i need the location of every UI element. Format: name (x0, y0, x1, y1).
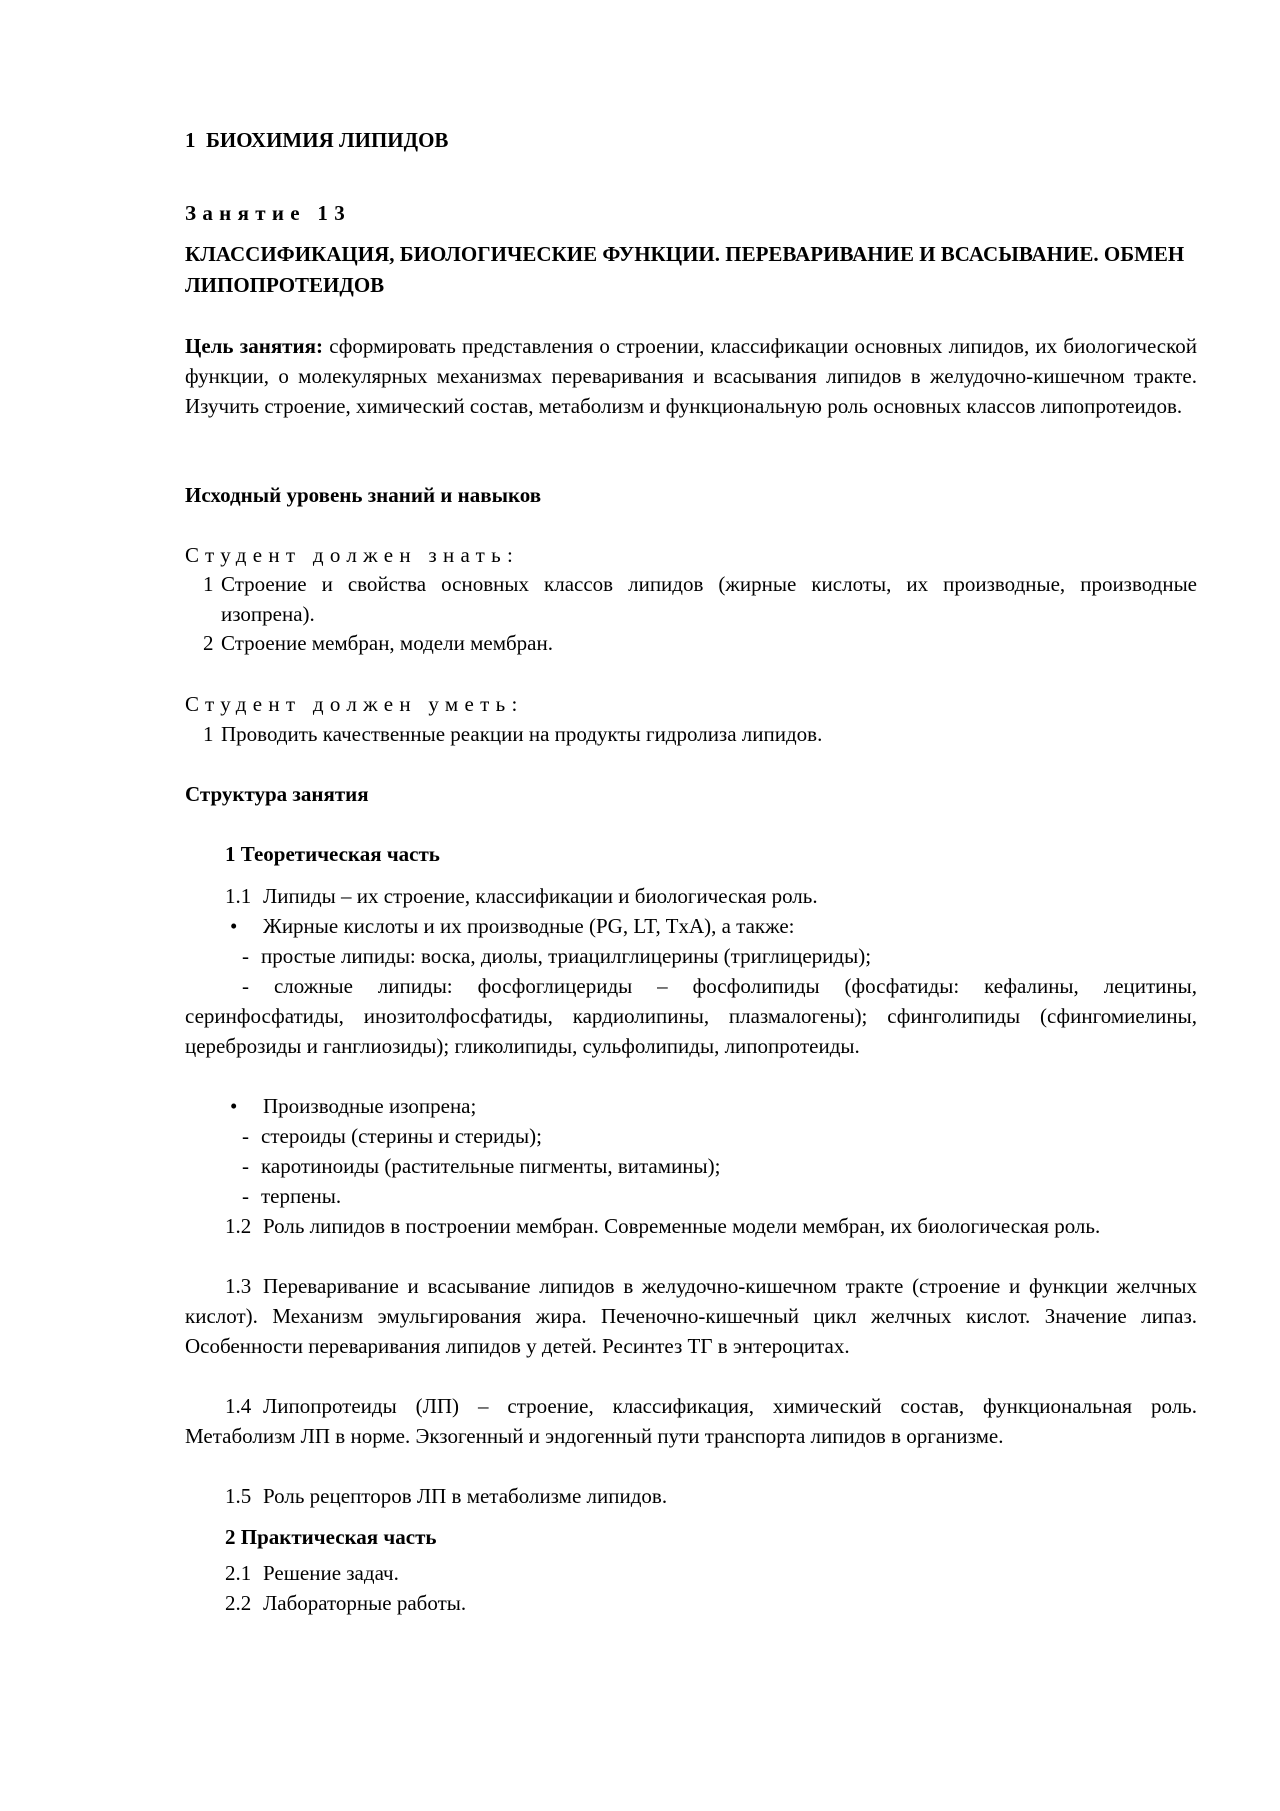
chapter-title: БИОХИМИЯ ЛИПИДОВ (206, 128, 449, 152)
dash-item (185, 941, 1197, 971)
theory-item (185, 881, 1197, 911)
item-text: Липиды – их строение, классификации и биологическая роль. (263, 884, 818, 908)
item-number: 2.2 (225, 1591, 252, 1615)
item-number: 1.4 (225, 1394, 252, 1418)
goal-text: сформировать представления о строении, классификации основных липидов, их биологической функции, о молекулярных механизмах переваривания и всасывания липидов в желудочно-кишечном тракте. Изучить строение, химический состав, метаболизм и функциональную роль основных классов липопротеидов. (185, 334, 1197, 418)
item-number: 2.1 (225, 1561, 252, 1585)
theory-item (185, 1271, 1197, 1361)
theory-item (185, 1211, 1197, 1241)
item-text: Жирные кислоты и их производные (PG, LT, TxA), а также: (263, 914, 795, 938)
know-item (185, 628, 1197, 658)
item-number: 1 (203, 572, 214, 596)
practice-heading: 2 Практическая часть (225, 1525, 437, 1549)
dash-item (185, 1151, 1197, 1181)
dash-marker: - (242, 1124, 249, 1148)
dash-marker: - (242, 1154, 249, 1178)
lesson-title: КЛАССИФИКАЦИЯ, БИОЛОГИЧЕСКИЕ ФУНКЦИИ. ПЕРЕВАРИВАНИЕ И ВСАСЫВАНИЕ. ОБМЕН ЛИПОПРОТЕИДОВ (185, 242, 1185, 297)
dash-marker: - (242, 1184, 249, 1208)
item-text: каротиноиды (растительные пигменты, витамины); (261, 1154, 721, 1178)
lesson-number: Занятие 13 (185, 201, 352, 225)
practice-item (185, 1588, 1197, 1618)
dash-item (185, 1181, 1197, 1211)
chapter-number: 1 (185, 128, 196, 152)
can-label: Студент должен уметь: (185, 692, 524, 716)
bullet-item (185, 1091, 1197, 1121)
item-text: Липопротеиды (ЛП) – строение, классификация, химический состав, функциональная роль. Метаболизм ЛП в норме. Экзогенный и эндогенный пути транспорта липидов в организме. (185, 1394, 1197, 1448)
item-text: терпены. (261, 1184, 342, 1208)
goal-label: Цель занятия: (185, 334, 323, 358)
chapter-heading (185, 125, 1197, 155)
dash-item (185, 1121, 1197, 1151)
bullet-icon: • (230, 914, 238, 938)
item-number: 1.3 (225, 1274, 252, 1298)
item-text: Лабораторные работы. (263, 1591, 467, 1615)
theory-item (185, 1481, 1197, 1511)
know-label: Студент должен знать: (185, 543, 520, 567)
item-text: сложные липиды: фосфоглицериды – фосфолипиды (фосфатиды: кефалины, лецитины, серинфосфатиды, инозитолфосфатиды, кардиолипины, плазмалогены); сфинголипиды (сфингомиелины, цереброзиды и ганглиозиды); гликолипиды, сульфолипиды, липопротеиды. (185, 974, 1198, 1058)
theory-heading: 1 Теоретическая часть (225, 842, 440, 866)
item-number: 2 (203, 631, 214, 655)
initial-level-heading: Исходный уровень знаний и навыков (185, 483, 542, 507)
practice-item (185, 1558, 1197, 1588)
bullet-item (185, 911, 1197, 941)
item-text: Строение и свойства основных классов липидов (жирные кислоты, их производные, производные изопрена). (221, 572, 1197, 626)
structure-heading: Структура занятия (185, 782, 369, 806)
item-number: 1.2 (225, 1214, 252, 1238)
item-number: 1.5 (225, 1484, 252, 1508)
item-text: Производные изопрена; (263, 1094, 477, 1118)
dash-item (185, 971, 1197, 1061)
dash-marker: - (242, 944, 249, 968)
item-text: Проводить качественные реакции на продукты гидролиза липидов. (221, 722, 823, 746)
item-text: стероиды (стерины и стериды); (261, 1124, 542, 1148)
bullet-icon: • (230, 1094, 238, 1118)
theory-item (185, 1391, 1197, 1451)
know-item (185, 569, 1197, 629)
item-text: простые липиды: воска, диолы, триацилглицерины (триглицериды); (261, 944, 872, 968)
goal-paragraph (185, 331, 1197, 421)
can-item (185, 719, 1197, 749)
item-text: Решение задач. (263, 1561, 399, 1585)
item-number: 1.1 (225, 884, 252, 908)
item-number: 1 (203, 722, 214, 746)
item-text: Роль липидов в построении мембран. Современные модели мембран, их биологическая роль. (263, 1214, 1101, 1238)
item-text: Роль рецепторов ЛП в метаболизме липидов. (263, 1484, 668, 1508)
dash-marker: - (242, 974, 249, 998)
item-text: Строение мембран, модели мембран. (221, 631, 553, 655)
item-text: Переваривание и всасывание липидов в желудочно-кишечном тракте (строение и функции желчных кислот). Механизм эмульгирования жира. Печеночно-кишечный цикл желчных кислот. Значение липаз. Особенности переваривания липидов у детей. Ресинтез ТГ в энтероцитах. (185, 1274, 1197, 1358)
